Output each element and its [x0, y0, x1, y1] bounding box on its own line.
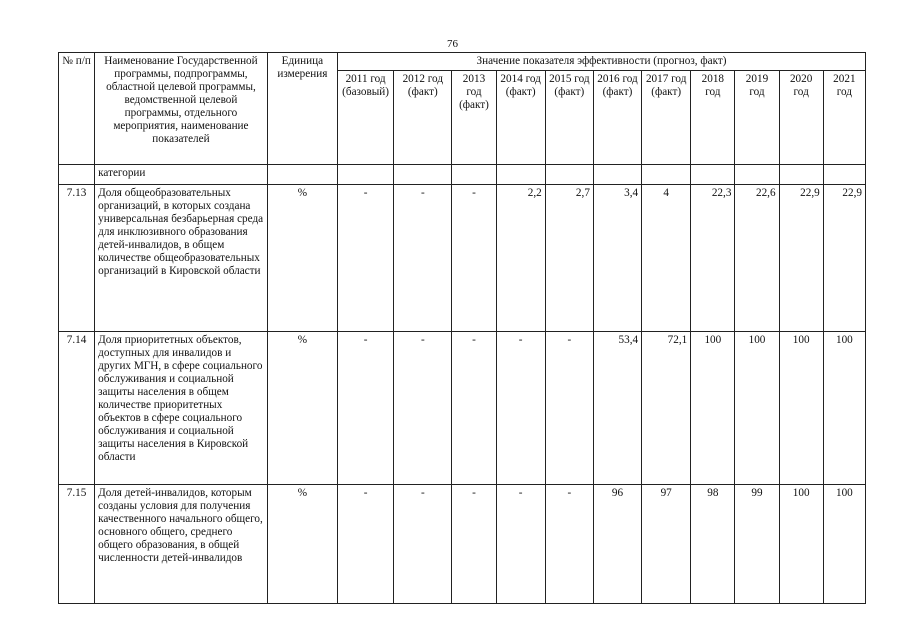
value-cell: - [338, 185, 394, 332]
value-cell: - [338, 332, 394, 485]
value-cell: 100 [823, 485, 865, 604]
value-cell: 96 [593, 485, 641, 604]
header-year: 2020 год [779, 71, 823, 165]
row-unit: % [267, 485, 337, 604]
value-cell: 22,6 [735, 185, 779, 332]
header-year: 2015 год (факт) [545, 71, 593, 165]
header-num: № п/п [59, 53, 95, 165]
header-values: Значение показателя эффективности (прогноз, факт) [338, 53, 866, 71]
table-row [59, 485, 866, 604]
header-year: 2013 год (факт) [452, 71, 496, 165]
category-row [59, 165, 866, 185]
row-unit: % [267, 185, 337, 332]
value-cell: - [452, 485, 496, 604]
header-year: 2018 год [691, 71, 735, 165]
value-cell: 98 [691, 485, 735, 604]
value-cell: 99 [735, 485, 779, 604]
header-year: 2016 год (факт) [593, 71, 641, 165]
header-year: 2017 год (факт) [642, 71, 691, 165]
value-cell: - [394, 332, 452, 485]
value-cell: - [496, 332, 545, 485]
table-row [59, 185, 866, 332]
value-cell: 72,1 [642, 332, 691, 485]
header-year: 2011 год (базовый) [338, 71, 394, 165]
value-cell: - [394, 485, 452, 604]
header-row-1 [59, 53, 866, 71]
value-cell: 100 [691, 332, 735, 485]
value-cell: - [545, 332, 593, 485]
row-name: Доля детей-инвалидов, которым созданы условия для получения качественного начального общего, основного общего, среднего общего образования, в общей численности детей-инвалидов [95, 485, 268, 604]
value-cell: 22,9 [779, 185, 823, 332]
indicators-table [58, 52, 866, 604]
value-cell: - [452, 185, 496, 332]
header-year: 2021 год [823, 71, 865, 165]
value-cell: 97 [642, 485, 691, 604]
row-name: Доля приоритетных объектов, доступных для инвалидов и других МГН, в сфере социального обслуживания и социальной защиты населения в общем количестве приоритетных объектов в сфере социального обслуживания и социальной защиты населения в Кировской области [95, 332, 268, 485]
value-cell: - [338, 485, 394, 604]
value-cell: 22,3 [691, 185, 735, 332]
row-name: Доля общеобразовательных организаций, в которых создана универсальная безбарьерная среда для инклюзивного образования детей-инвалидов, в общем количестве общеобразовательных организаций в Кировской области [95, 185, 268, 332]
value-cell: - [545, 485, 593, 604]
header-unit: Единица измерения [267, 53, 337, 165]
value-cell: - [496, 485, 545, 604]
row-num: 7.13 [59, 185, 95, 332]
header-year: 2019 год [735, 71, 779, 165]
header-name: Наименование Государственной программы, подпрограммы, областной целевой программы, ведомственной целевой программы, отдельного мероприятия, наименование показателей [95, 53, 268, 165]
value-cell: - [452, 332, 496, 485]
value-cell: 100 [735, 332, 779, 485]
value-cell: 4 [642, 185, 691, 332]
category-label: категории [95, 165, 268, 185]
value-cell: 100 [823, 332, 865, 485]
row-unit: % [267, 332, 337, 485]
row-num: 7.14 [59, 332, 95, 485]
value-cell: - [394, 185, 452, 332]
value-cell: 53,4 [593, 332, 641, 485]
table-row [59, 332, 866, 485]
row-num: 7.15 [59, 485, 95, 604]
header-year: 2014 год (факт) [496, 71, 545, 165]
category-num [59, 165, 95, 185]
page-number: 76 [447, 38, 458, 50]
value-cell: 3,4 [593, 185, 641, 332]
value-cell: 2,2 [496, 185, 545, 332]
header-year: 2012 год (факт) [394, 71, 452, 165]
value-cell: 100 [779, 332, 823, 485]
value-cell: 100 [779, 485, 823, 604]
value-cell: 2,7 [545, 185, 593, 332]
value-cell: 22,9 [823, 185, 865, 332]
